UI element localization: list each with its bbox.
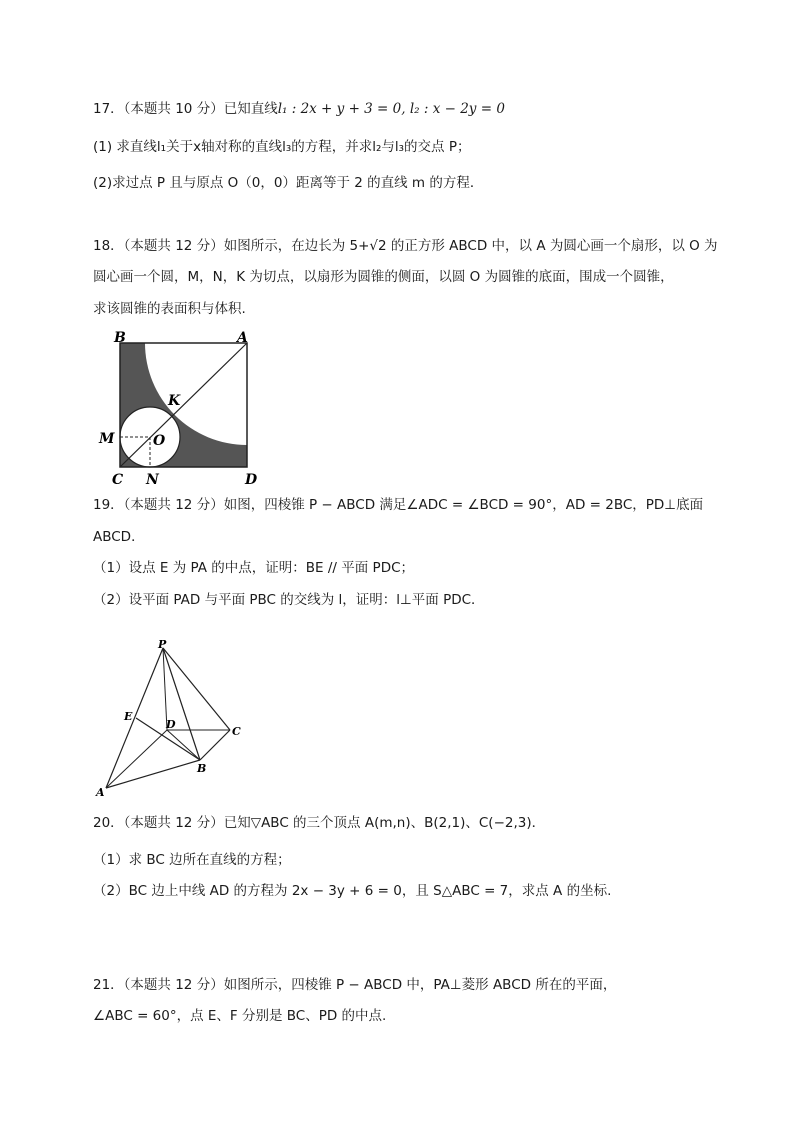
q19-part-1: （1）设点 E 为 PA 的中点，证明：BE // 平面 PDC； (93, 560, 415, 576)
label-a19: A (96, 786, 105, 798)
q20-header: 20．（本题共 12 分）已知▽ABC 的三个顶点 A(m,n)、B(2,1)、C(−2,3)． (93, 815, 546, 831)
q19-header: 19．（本题共 12 分）如图，四棱锥 P − ABCD 满足∠ADC = ∠BCD = 90°，AD = 2BC，PD⊥底面 (93, 497, 704, 513)
q21-line2: ∠ABC = 60°，点 E、F 分别是 BC、PD 的中点. (93, 1008, 387, 1024)
label-c: C (112, 472, 124, 488)
q18-figure (96, 326, 268, 488)
square-sector-circle-diagram (96, 326, 268, 488)
label-b: B (114, 330, 126, 346)
label-n: N (146, 472, 159, 488)
q18-line3: 求该圆锥的表面积与体积. (93, 301, 246, 317)
label-d19: D (166, 718, 176, 731)
q19-figure (94, 636, 254, 798)
q21-header: 21．（本题共 12 分）如图所示，四棱锥 P − ABCD 中，PA⊥菱形 ABCD 所在的平面， (93, 977, 617, 993)
edge-pa (106, 648, 163, 788)
label-c19: C (232, 725, 241, 738)
q20-part-2: （2）BC 边上中线 AD 的方程为 2x − 3y + 6 = 0，且 S△ABC = 7，求点 A 的坐标. (93, 883, 612, 899)
q19-part-2: （2）设平面 PAD 与平面 PBC 的交线为 l，证明：l⊥平面 PDC． (93, 592, 485, 608)
label-p: P (158, 638, 167, 651)
q17-part-2: (2)求过点 P 且与原点 O（0，0）距离等于 2 的直线 m 的方程． (93, 175, 484, 191)
label-d: D (245, 472, 258, 488)
edge-bc (200, 730, 230, 760)
q20-part-1: （1）求 BC 边所在直线的方程； (93, 852, 291, 868)
q18-line2: 圆心画一个圆，M，N，K 为切点，以扇形为圆锥的侧面，以圆 O 为圆锥的底面，围成一个圆锥， (93, 269, 674, 285)
label-e: E (124, 710, 133, 723)
q17-header (93, 100, 505, 118)
q17-header-text: 17．（本题共 10 分）已知直线 (93, 101, 278, 117)
label-m: M (99, 431, 115, 447)
q17-intro-math: l₁ : 2x + y + 3 = 0, l₂ : x − 2y = 0 (277, 101, 505, 117)
q18-header: 18．（本题共 12 分）如图所示，在边长为 5+√2 的正方形 ABCD 中，以 A 为圆心画一个扇形，以 O 为 (93, 238, 718, 254)
label-k: K (168, 393, 181, 409)
pyramid-diagram (94, 636, 254, 798)
q17-part-1: (1) 求直线l₁关于x轴对称的直线l₃的方程，并求l₂与l₃的交点 P； (93, 139, 471, 155)
q19-line2: ABCD． (93, 529, 145, 545)
label-b19: B (197, 762, 207, 775)
label-a: A (237, 330, 248, 346)
label-o: O (153, 433, 166, 449)
